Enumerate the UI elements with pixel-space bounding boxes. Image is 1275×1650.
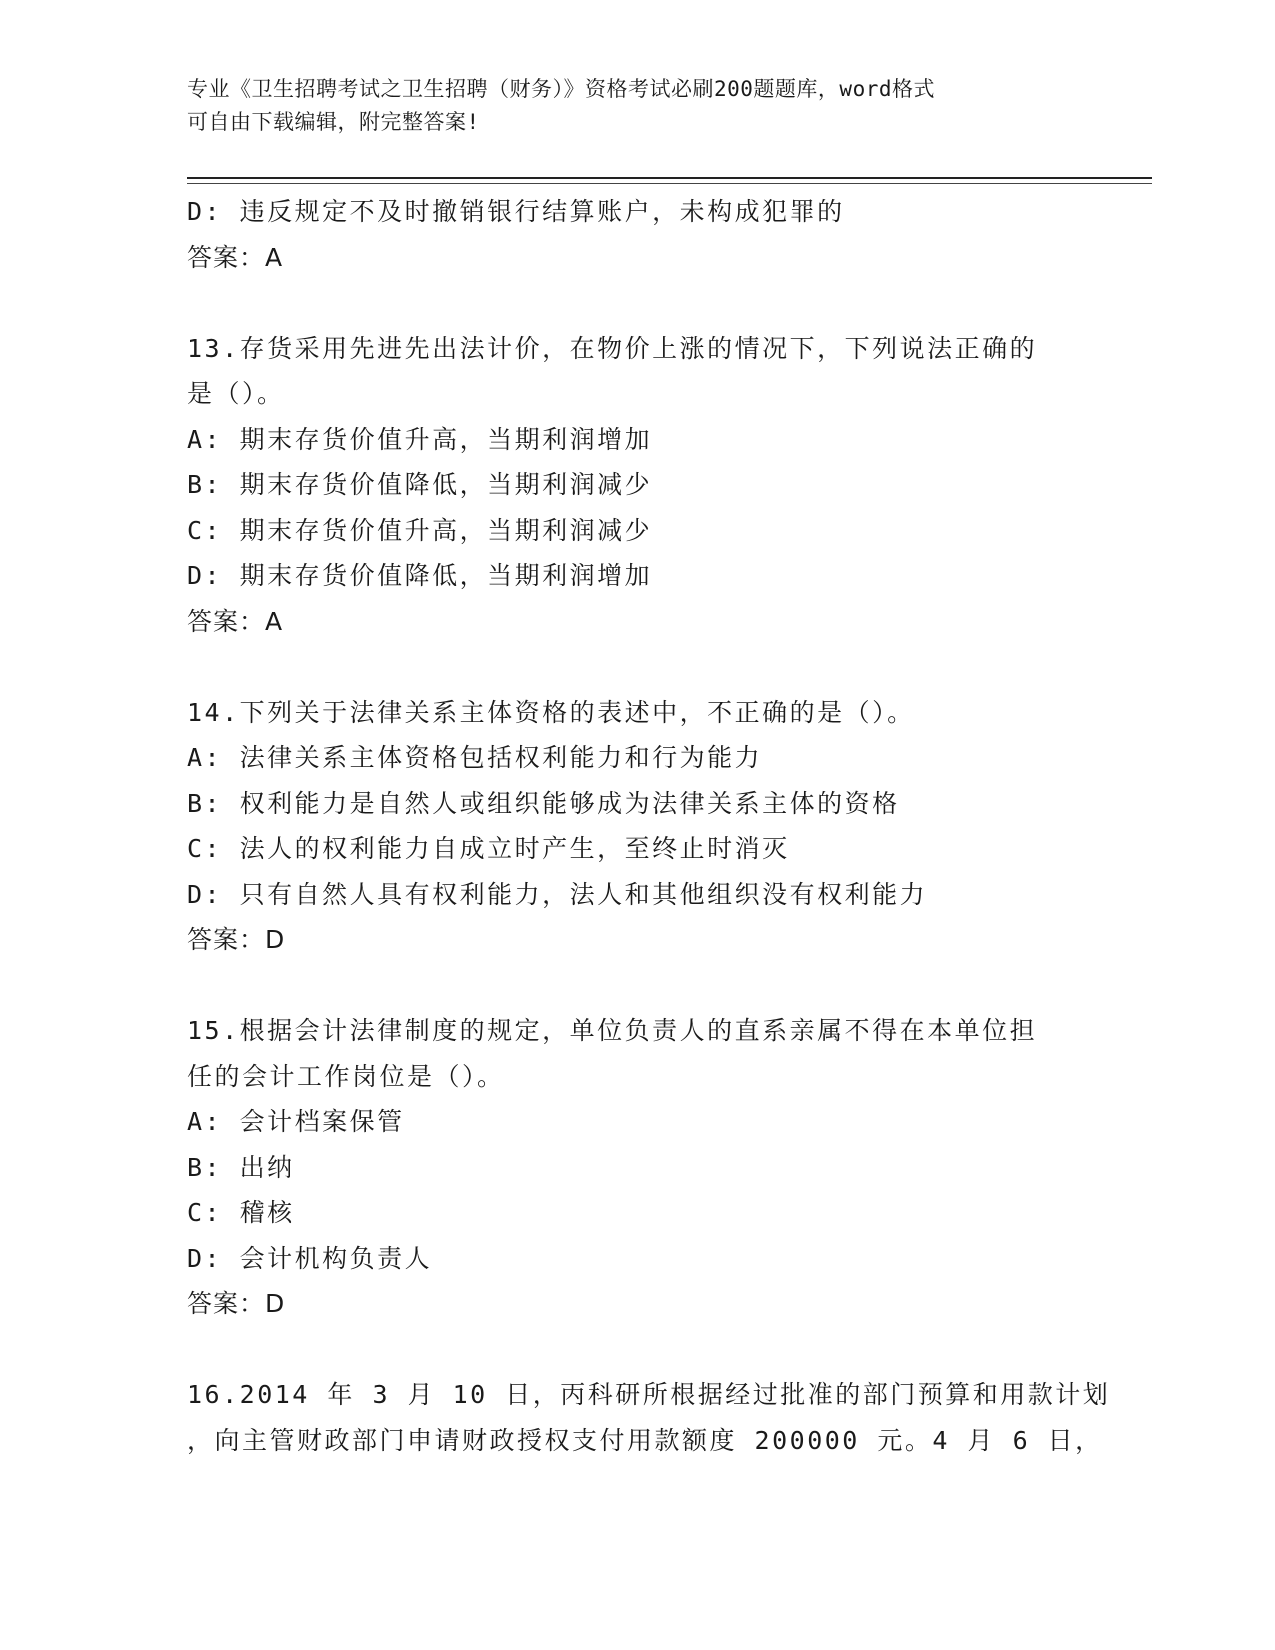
question-13 <box>187 326 1087 645</box>
question-stem-line: ，向主管财政部门申请财政授权支付用款额度 200000 元。4 月 6 日， <box>187 1425 1103 1455</box>
spacer <box>187 963 1087 1009</box>
question-stem-line: 16.2014 年 3 月 10 日，丙科研所根据经过批准的部门预算和用款计划 <box>187 1380 1111 1409</box>
header-title-line-1: 专业《卫生招聘考试之卫生招聘（财务）》资格考试必刷200题题库，word格式 <box>187 77 935 101</box>
header-divider-thin <box>187 183 1152 184</box>
spacer <box>187 644 1087 690</box>
option-c: C: 法人的权利能力自成立时产生，至终止时消灭 <box>187 834 790 863</box>
option-d: D: 期末存货价值降低，当期利润增加 <box>187 561 653 590</box>
option-a: A: 会计档案保管 <box>187 1107 405 1136</box>
option-c: C: 稽核 <box>187 1198 295 1227</box>
answer-line: 答案：A <box>187 242 284 272</box>
question-stem-line: 是（）。 <box>187 379 285 408</box>
option-a: A: 期末存货价值升高，当期利润增加 <box>187 424 653 454</box>
option-b: B: 出纳 <box>187 1152 295 1182</box>
spacer <box>187 280 1087 326</box>
option-d: D: 违反规定不及时撤销银行结算账户，未构成犯罪的 <box>187 197 845 226</box>
question-stem-line: 14.下列关于法律关系主体资格的表述中，不正确的是（）。 <box>187 697 915 727</box>
question-16 <box>187 1372 1111 1463</box>
answer-line: 答案：A <box>187 606 284 636</box>
question-stem-line: 15.根据会计法律制度的规定，单位负责人的直系亲属不得在本单位担 <box>187 1016 1038 1045</box>
question-14 <box>187 690 1087 963</box>
spacer <box>187 1327 1087 1373</box>
answer-line: 答案：D <box>187 1289 286 1318</box>
question-stem-line: 任的会计工作岗位是（）。 <box>187 1061 505 1091</box>
option-b: B: 期末存货价值降低，当期利润减少 <box>187 470 653 499</box>
question-12-tail <box>187 189 1087 280</box>
option-c: C: 期末存货价值升高，当期利润减少 <box>187 515 653 545</box>
document-header <box>187 73 1067 139</box>
header-divider-thick <box>187 177 1152 179</box>
option-d: D: 只有自然人具有权利能力，法人和其他组织没有权利能力 <box>187 879 928 909</box>
question-stem-line: 13.存货采用先进先出法计价，在物价上涨的情况下，下列说法正确的 <box>187 333 1038 363</box>
question-15 <box>187 1008 1087 1327</box>
header-title-line-2: 可自由下载编辑，附完整答案! <box>187 110 480 134</box>
option-a: A: 法律关系主体资格包括权利能力和行为能力 <box>187 743 763 772</box>
option-d: D: 会计机构负责人 <box>187 1243 433 1273</box>
option-b: B: 权利能力是自然人或组织能够成为法律关系主体的资格 <box>187 788 900 818</box>
document-body <box>187 189 1111 1463</box>
answer-line: 答案：D <box>187 925 286 954</box>
